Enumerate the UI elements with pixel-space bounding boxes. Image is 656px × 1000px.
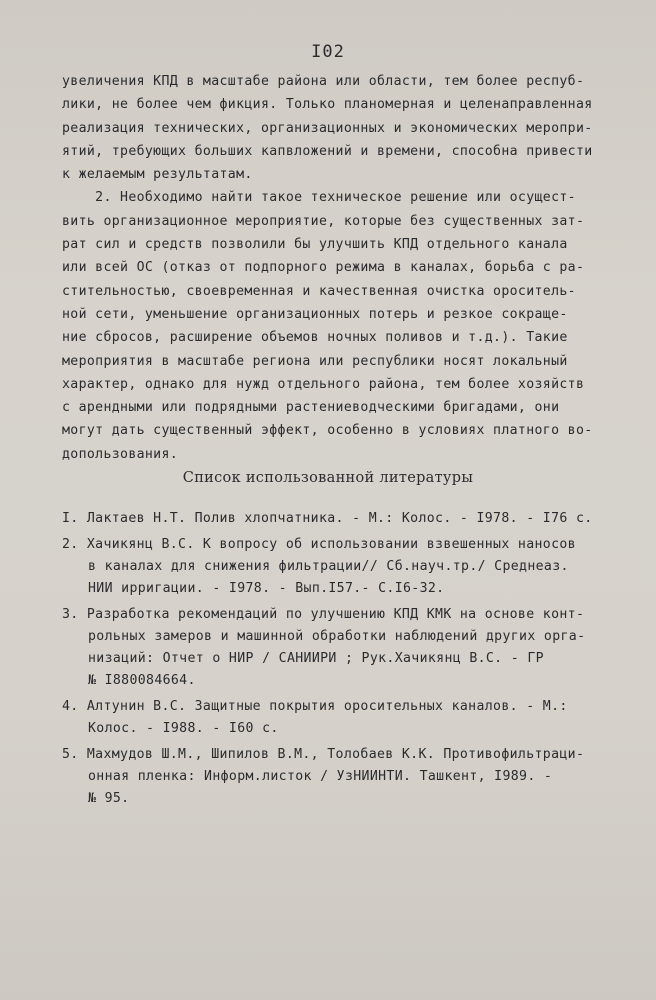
- reference-item: [62, 534, 642, 600]
- text-line: характер, однако для нужд отдельного района, тем более хозяйств: [62, 376, 585, 392]
- reference-line: низаций: Отчет о НИР / САНИИРИ ; Рук.Хачикянц В.С. - ГР: [88, 651, 544, 666]
- text-line: лики, не более чем фикция. Только планомерная и целенаправленная: [62, 97, 593, 113]
- text-line: ной сети, уменьшение организационных потерь и резкое сокраще-: [62, 306, 568, 322]
- body-text: [62, 70, 642, 466]
- text-line: или всей ОС (отказ от подпорного режима в каналах, борьба с ра-: [62, 260, 585, 276]
- text-line: стительностью, своевременная и качественная очистка ороситель-: [62, 283, 576, 299]
- paragraph-1: [62, 70, 642, 186]
- reference-item: [62, 508, 642, 530]
- text-line: увеличения КПД в масштабе района или области, тем более респуб-: [62, 74, 585, 89]
- reference-line: рольных замеров и машинной обработки наблюдений других орга-: [88, 629, 586, 644]
- references-heading: Список использованной литературы: [182, 470, 474, 486]
- reference-line: № I880084664.: [88, 673, 196, 688]
- reference-line: НИИ ирригации. - I978. - Вып.I57.- С.I6-32.: [88, 581, 445, 596]
- reference-line: 2. Хачикянц В.С. К вопросу об использовании взвешенных наносов: [62, 537, 576, 552]
- reference-line: 4. Алтунин В.С. Защитные покрытия оросительных каналов. - М.:: [62, 699, 568, 714]
- reference-item: [62, 744, 642, 810]
- text-line: ние сбросов, расширение объемов ночных поливов и т.д.). Такие: [62, 330, 568, 346]
- reference-item: [62, 604, 642, 692]
- reference-line: Колос. - I988. - I60 с.: [88, 721, 279, 736]
- reference-item: [62, 696, 642, 740]
- paragraph-2: [62, 186, 642, 466]
- text-line: с арендными или подрядными растениеводческими бригадами, они: [62, 400, 560, 416]
- reference-line: онная пленка: Информ.листок / УзНИИНТИ. Ташкент, I989. -: [88, 769, 553, 784]
- text-line: вить организационное мероприятие, которые без существенных зат-: [62, 213, 585, 229]
- reference-line: № 95.: [88, 791, 130, 806]
- page-number: I02: [311, 42, 345, 62]
- reference-line: 3. Разработка рекомендаций по улучшению КПД КМК на основе конт-: [62, 607, 585, 622]
- text-line: реализация технических, организационных и экономических меропри-: [62, 120, 593, 136]
- reference-line: I. Лактаев Н.Т. Полив хлопчатника. - М.: Колос. - I978. - I76 с.: [62, 511, 593, 526]
- text-line: рат сил и средств позволили бы улучшить КПД отдельного канала: [62, 237, 568, 253]
- text-line: 2. Необходимо найти такое техническое решение или осущест-: [62, 190, 576, 206]
- text-line: допользования.: [62, 446, 179, 462]
- text-line: к желаемым результатам.: [62, 167, 253, 183]
- reference-line: 5. Махмудов Ш.М., Шипилов В.М., Толобаев К.К. Противофильтраци-: [62, 747, 585, 762]
- text-line: ятий, требующих больших капвложений и времени, способна привести: [62, 143, 593, 159]
- text-line: могут дать существенный эффект, особенно в условиях платного во-: [62, 423, 593, 439]
- references-list: [62, 508, 642, 814]
- text-line: мероприятия в масштабе региона или республики носят локальный: [62, 353, 568, 369]
- reference-line: в каналах для снижения фильтрации// Сб.науч.тр./ Среднеаз.: [88, 559, 569, 574]
